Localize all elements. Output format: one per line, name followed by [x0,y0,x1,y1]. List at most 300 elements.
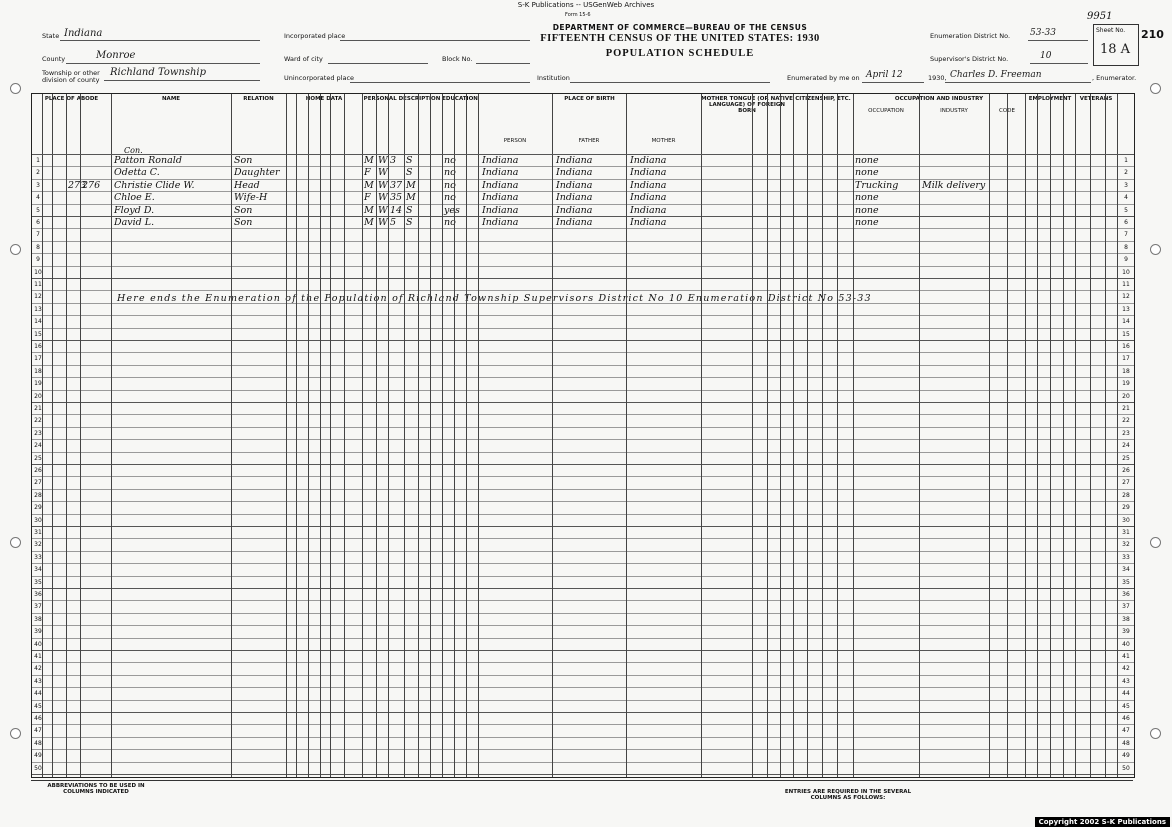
table-row [32,489,1134,502]
col-mother: MOTHER [651,138,676,144]
form-footer [31,780,1133,821]
line-number: 7 [36,231,40,239]
sheet-value: 18 A [1100,42,1131,57]
line-number: 27 [1122,479,1130,487]
line-number: 18 [1122,367,1130,375]
entry-occupation: Trucking [855,179,899,191]
township-value: Richland Township [110,67,207,78]
entry-marital: M [406,192,416,204]
entry-marital: S [406,167,413,179]
entry-race: W [378,204,388,216]
entry-name: David L. [114,217,155,228]
table-row [32,588,1134,601]
column-divider [42,94,43,777]
line-number: 38 [34,615,42,623]
entry-race: W [378,179,388,191]
column-divider [308,94,309,777]
line-number: 2 [1124,169,1128,177]
line-number: 16 [34,343,42,350]
supervisor-label: Supervisor's District No. [930,55,1009,63]
entry-occupation: none [855,204,879,216]
entry-birth: Indiana [482,217,519,228]
page-number: 210 [1141,28,1164,41]
line-number: 17 [1122,355,1130,363]
table-row [32,266,1134,279]
line-number: 45 [34,702,42,710]
column-divider [793,94,794,777]
line-number: 40 [34,640,42,648]
line-number: 28 [34,491,42,499]
column-divider [1037,94,1038,777]
column-divider [362,94,363,777]
line-number: 34 [34,566,42,574]
entry-father: Indiana [556,167,593,179]
entry-birth: Indiana [482,155,519,166]
county-value: Monroe [96,50,136,61]
line-number: 30 [34,516,42,524]
supervisor-value: 10 [1040,51,1052,61]
column-divider [418,94,419,777]
column-divider [767,94,768,777]
line-number: 29 [1122,504,1130,512]
table-row [32,439,1134,452]
column-divider [919,94,920,777]
line-number: 47 [1122,727,1130,735]
line-number: 1 [36,157,40,164]
line-number: 21 [34,405,42,412]
column-divider [388,94,389,777]
col-group-employment: EMPLOYMENT [1028,96,1072,102]
line-number: 50 [1122,764,1130,772]
line-number: 26 [34,467,42,474]
township-label: Township or other division of county [42,69,100,84]
line-number: 23 [34,429,42,437]
table-row [32,625,1134,638]
end-note: Here ends the Enumeration of the Population of Richland Township Supervisors District No 10 Enumeration District No 53-33 [117,293,872,304]
enumerated-label: Enumerated by me on [787,74,860,82]
column-divider [111,94,112,777]
entry-sex: F [364,167,371,179]
column-divider [430,94,431,777]
table-row [32,724,1134,737]
entry-marital: S [406,204,413,216]
column-divider [701,94,702,777]
line-number: 5 [36,206,40,214]
entry-mother: Indiana [630,155,667,166]
line-number: 14 [1122,318,1130,326]
line-number: 44 [34,690,42,698]
table-row [32,613,1134,626]
column-divider [80,94,81,777]
table-row [32,662,1134,675]
line-number: 44 [1122,690,1130,698]
col-group-name: NAME [161,96,181,102]
column-divider [1075,94,1076,777]
population-table [31,93,1135,778]
column-divider [1050,94,1051,777]
abbrev-title: ABBREVIATIONS TO BE USED IN COLUMNS INDICATED [47,783,145,795]
line-number: 39 [1122,628,1130,636]
entry-school: no [444,192,456,204]
enumerated-date: April 12 [866,70,903,80]
table-row [32,464,1134,477]
entry-age: 5 [390,217,397,228]
table-row [32,476,1134,489]
table-row [32,700,1134,713]
entry-mother: Indiana [630,192,667,204]
column-divider [780,94,781,777]
line-number: 49 [34,752,42,760]
line-number: 34 [1122,566,1130,574]
table-row [32,563,1134,576]
census-title: FIFTEENTH CENSUS OF THE UNITED STATES: 1930 [540,33,820,44]
entry-marital: S [406,155,413,166]
line-number: 41 [34,653,42,660]
table-row [32,352,1134,365]
enum-district-value: 53-33 [1030,28,1056,38]
entry-race: W [378,155,388,166]
line-number: 37 [1122,603,1130,611]
line-number: 4 [1124,194,1128,202]
line-number: 2 [36,169,40,177]
line-number: 19 [1122,380,1130,388]
line-number: 8 [36,243,40,251]
column-divider [66,94,67,777]
col-code: CODE [999,108,1015,114]
year-label: 1930, [928,74,947,82]
table-row [32,315,1134,328]
line-number: 42 [1122,665,1130,673]
schedule-title: POPULATION SCHEDULE [605,48,755,59]
line-number: 36 [34,591,42,598]
archive-note: S-K Publications -- USGenWeb Archives [517,1,655,9]
entry-school: no [444,179,456,191]
line-number: 4 [36,194,40,202]
column-divider [626,94,627,777]
line-number: 12 [1122,293,1130,301]
column-divider [344,94,345,777]
line-number: 47 [34,727,42,735]
enumerator-label: , Enumerator. [1092,74,1137,82]
entry-name: Chloe E. [114,192,155,204]
table-row [32,365,1134,378]
entry-relation: Daughter [234,167,280,179]
line-number: 30 [1122,516,1130,524]
column-divider [1090,94,1091,777]
column-divider [807,94,808,777]
table-row [32,650,1134,663]
line-number: 11 [1122,281,1130,288]
column-divider [1117,94,1118,777]
table-row [32,638,1134,651]
table-row [32,675,1134,688]
county-label: County [42,55,66,63]
entry-name: Patton Ronald [114,155,182,166]
binder-hole [1150,728,1161,739]
table-row [32,303,1134,316]
entry-sex: M [364,217,374,228]
entry-birth: Indiana [482,167,519,179]
line-number: 43 [34,677,42,685]
table-row [32,576,1134,589]
line-number: 27 [34,479,42,487]
line-number: 32 [34,541,42,549]
table-row [32,712,1134,725]
entry-age: 37 [390,179,403,191]
table-row [32,340,1134,353]
column-divider [454,94,455,777]
column-divider [822,94,823,777]
line-number: 9 [1124,256,1128,264]
entry-mother: Indiana [630,217,667,228]
column-divider [1025,94,1026,777]
line-number: 38 [1122,615,1130,623]
sheet-label: Sheet No. [1096,27,1126,34]
entry-dwelling: 273 [68,179,87,191]
line-number: 16 [1122,343,1130,350]
line-number: 24 [34,442,42,450]
table-row [32,452,1134,465]
binder-hole [1150,244,1161,255]
table-row [32,762,1134,775]
line-number: 46 [34,715,42,722]
entry-sex: M [364,204,374,216]
col-group-veterans: VETERANS [1079,96,1113,102]
column-divider [1063,94,1064,777]
entry-relation: Son [234,217,253,228]
col-group-personal: PERSONAL DESCRIPTION [363,96,441,102]
line-number: 50 [34,764,42,772]
line-number: 1 [1124,157,1128,164]
line-number: 10 [34,268,42,276]
line-number: 25 [34,454,42,462]
column-divider [837,94,838,777]
table-row [32,737,1134,750]
line-number: 35 [34,578,42,586]
line-number: 25 [1122,454,1130,462]
line-number: 36 [1122,591,1130,598]
entry-name: Floyd D. [114,204,155,216]
entry-relation: Son [234,204,253,216]
ward-label: Ward of city [284,55,323,63]
binder-hole [10,537,21,548]
col-group-tongue: MOTHER TONGUE (OR NATIVE LANGUAGE) OF FOREIGN BORN [701,96,793,114]
entry-sex: M [364,179,374,191]
line-number: 21 [1122,405,1130,412]
table-row [32,241,1134,254]
col-industry: INDUSTRY [940,108,968,114]
line-number: 14 [34,318,42,326]
entry-name: Odetta C. [114,167,160,179]
entry-school: no [444,155,456,166]
column-divider [466,94,467,777]
institution-label: Institution [537,74,570,82]
column-divider [1007,94,1008,777]
line-number: 13 [34,305,42,313]
column-divider [752,94,753,777]
line-number: 42 [34,665,42,673]
table-row [32,278,1134,291]
header-divider [32,154,1134,167]
line-number: 22 [34,417,42,425]
line-number: 22 [1122,417,1130,425]
entry-marital: M [406,179,416,191]
table-row [32,600,1134,613]
column-divider [376,94,377,777]
entry-race: W [378,192,388,204]
unincorporated-label: Unincorporated place [284,74,355,82]
entry-relation: Head [234,179,260,191]
line-number: 48 [34,739,42,747]
entry-race: W [378,217,388,228]
line-number: 12 [34,293,42,301]
department-title: DEPARTMENT OF COMMERCE—BUREAU OF THE CENSUS [552,23,808,32]
col-person: PERSON [503,138,527,144]
line-number: 35 [1122,578,1130,586]
line-number: 3 [36,181,40,189]
line-number: 20 [34,392,42,400]
column-divider [286,94,287,777]
column-divider [404,94,405,777]
sheet-number-box [1093,24,1139,66]
entry-school: no [444,217,456,228]
column-divider [1105,94,1106,777]
line-number: 32 [1122,541,1130,549]
line-number: 7 [1124,231,1128,239]
table-row [32,526,1134,539]
col-group-education: EDUCATION [442,96,478,102]
col-group-abode: PLACE OF ABODE [44,96,99,102]
line-number: 15 [1122,330,1130,338]
column-divider [478,94,479,777]
entry-sex: F [364,192,371,204]
entry-race: W [378,167,388,179]
col-occupation: OCCUPATION [868,108,904,114]
table-row [32,228,1134,241]
col-group-citizenship: CITIZENSHIP, ETC. [795,96,851,102]
line-number: 10 [1122,268,1130,276]
entry-father: Indiana [556,179,593,191]
entry-father: Indiana [556,155,593,166]
block-label: Block No. [442,55,473,63]
line-number: 28 [1122,491,1130,499]
binder-hole [1150,83,1161,94]
table-row [32,501,1134,514]
line-number: 26 [1122,467,1130,474]
line-number: 33 [1122,553,1130,561]
line-number: 8 [1124,243,1128,251]
line-number: 48 [1122,739,1130,747]
entry-occupation: none [855,167,879,179]
line-number: 15 [34,330,42,338]
stamp-number: 9951 [1087,11,1113,22]
entry-age: 35 [390,192,403,204]
line-number: 43 [1122,677,1130,685]
binder-hole [10,244,21,255]
col-group-birth: PLACE OF BIRTH [564,96,615,102]
line-number: 31 [34,529,42,536]
table-row [32,328,1134,341]
line-number: 11 [34,281,42,288]
entry-father: Indiana [556,217,593,228]
col-group-home: HOME DATA [305,96,343,102]
line-number: 20 [1122,392,1130,400]
entries-title: ENTRIES ARE REQUIRED IN THE SEVERAL COLUMNS AS FOLLOWS: [784,789,912,801]
street-note: Con. [124,146,143,155]
incorporated-label: Incorporated place [284,32,346,40]
table-row [32,414,1134,427]
line-number: 19 [34,380,42,388]
column-divider [989,94,990,777]
col-group-occupation: OCCUPATION AND INDUSTRY [894,96,984,102]
entry-birth: Indiana [482,204,519,216]
line-number: 29 [34,504,42,512]
col-group-relation: RELATION [243,96,274,102]
line-number: 18 [34,367,42,375]
entry-industry: Milk delivery [922,179,986,191]
binder-hole [1150,537,1161,548]
entry-age: 14 [390,204,403,216]
entry-birth: Indiana [482,192,519,204]
table-row [32,377,1134,390]
form-number: Form 15-6 [565,12,591,18]
entry-occupation: none [855,155,879,166]
column-divider [320,94,321,777]
line-number: 41 [1122,653,1130,660]
table-row [32,551,1134,564]
entry-age: 3 [390,155,397,166]
column-divider [330,94,331,777]
entry-father: Indiana [556,192,593,204]
table-row [32,687,1134,700]
entry-marital: S [406,217,413,228]
column-divider [853,94,854,777]
entry-occupation: none [855,217,879,228]
column-divider [296,94,297,777]
table-row [32,538,1134,551]
line-number: 5 [1124,206,1128,214]
column-divider [52,94,53,777]
binder-hole [10,83,21,94]
line-number: 37 [34,603,42,611]
entry-name: Christie Clide W. [114,179,195,191]
line-number: 39 [34,628,42,636]
table-row [32,514,1134,527]
line-number: 9 [36,256,40,264]
line-number: 40 [1122,640,1130,648]
line-number: 46 [1122,715,1130,722]
column-divider [552,94,553,777]
line-number: 24 [1122,442,1130,450]
col-father: FATHER [578,138,600,144]
enum-district-label: Enumeration District No. [930,32,1011,40]
line-number: 6 [36,219,40,226]
table-row [32,749,1134,762]
line-number: 3 [1124,181,1128,189]
state-value: Indiana [64,28,103,39]
entry-mother: Indiana [630,204,667,216]
line-number: 31 [1122,529,1130,536]
line-number: 6 [1124,219,1128,226]
entry-sex: M [364,155,374,166]
entry-school: yes [444,204,460,216]
state-label: State [42,32,60,40]
table-row [32,402,1134,415]
entry-birth: Indiana [482,179,519,191]
entry-relation: Son [234,155,253,166]
line-number: 49 [1122,752,1130,760]
entry-mother: Indiana [630,179,667,191]
